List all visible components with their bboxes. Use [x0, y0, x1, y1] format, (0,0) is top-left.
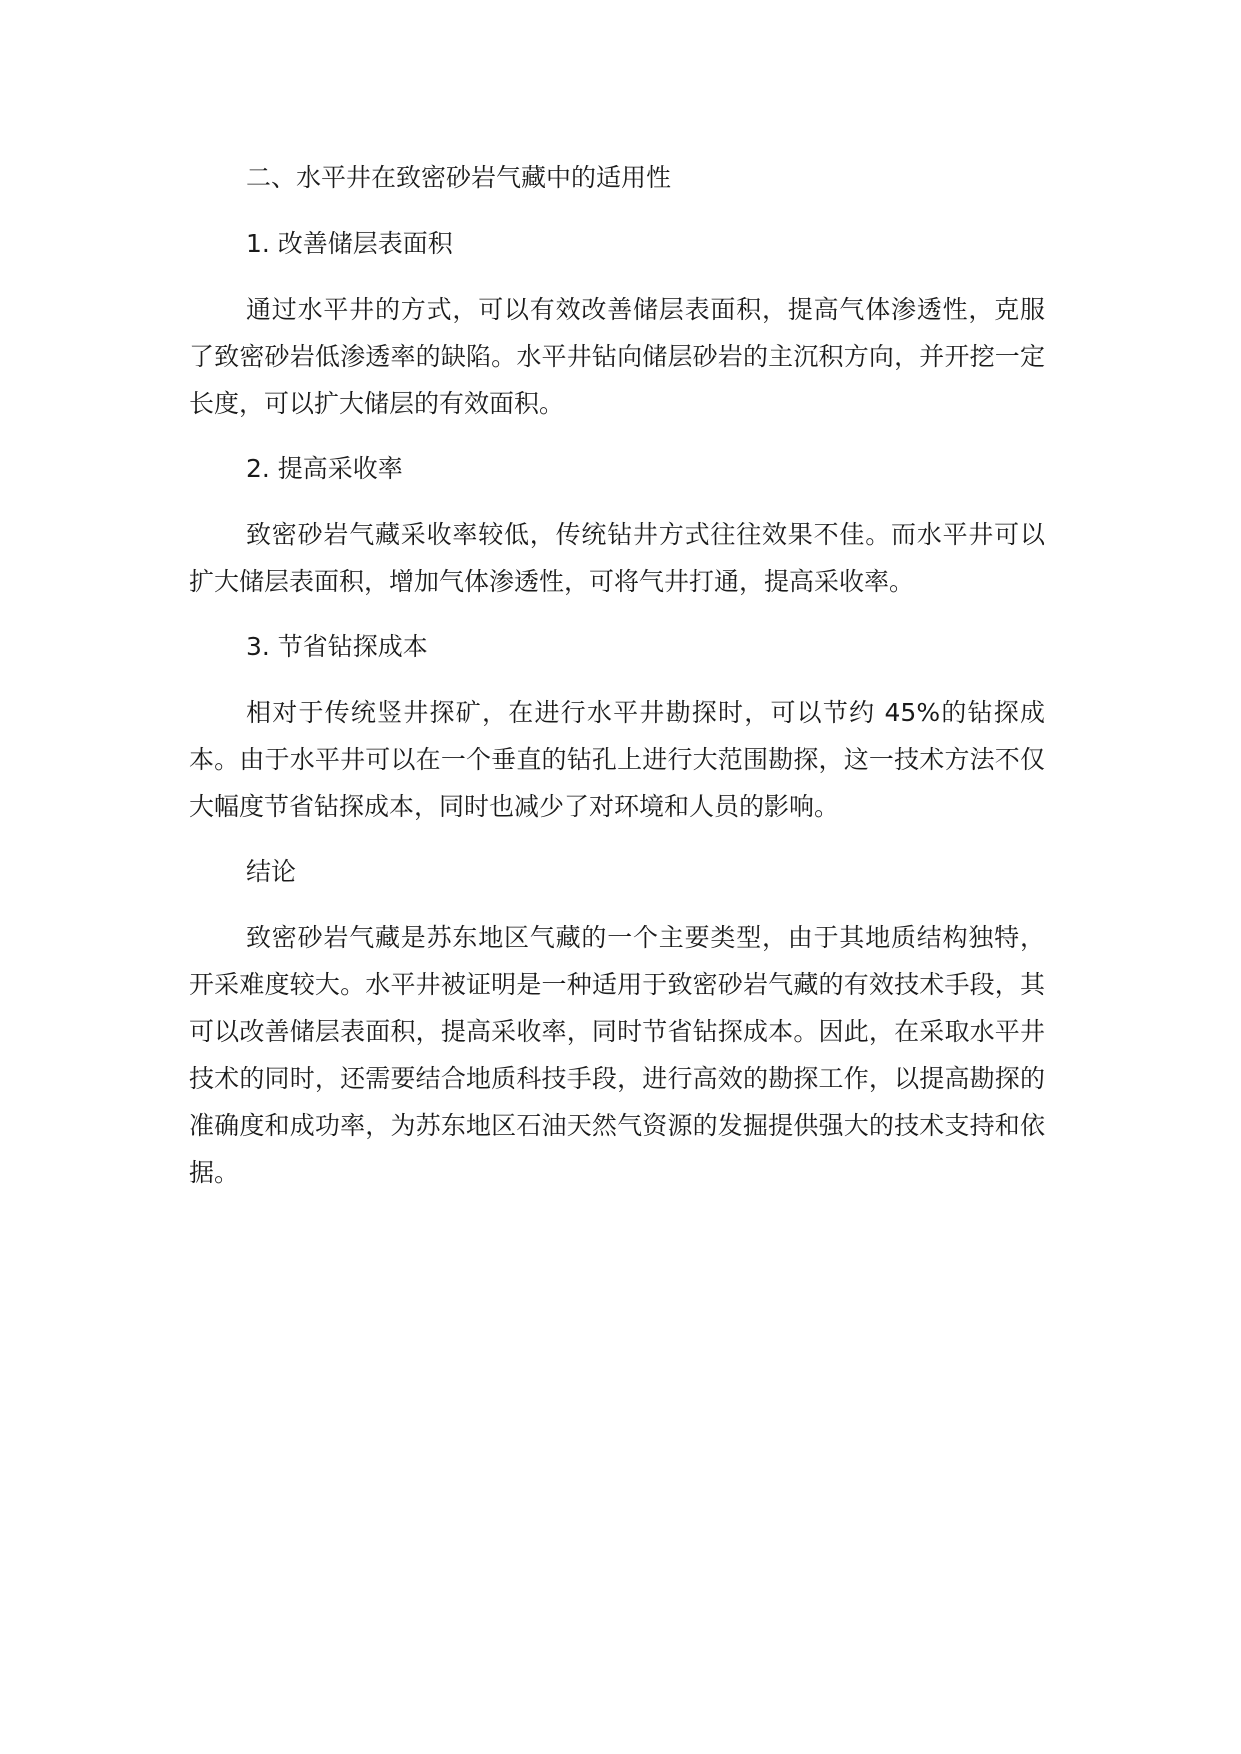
conclusion-heading: 结论: [246, 857, 297, 886]
paragraph-1: 通过水平井的方式，可以有效改善储层表面积，提高气体渗透性，克服了致密砂岩低渗透率的缺陷。水平井钻向储层砂岩的主沉积方向，并开挖一定长度，可以扩大储层的有效面积。: [189, 295, 1045, 418]
paragraph-2: 致密砂岩气藏采收率较低，传统钻井方式往往效果不佳。而水平井可以扩大储层表面积，增加气体渗透性，可将气井打通，提高采收率。: [189, 520, 1045, 596]
subheading-3: 3. 节省钻探成本: [246, 632, 428, 661]
conclusion-paragraph: 致密砂岩气藏是苏东地区气藏的一个主要类型，由于其地质结构独特，开采难度较大。水平井被证明是一种适用于致密砂岩气藏的有效技术手段，其可以改善储层表面积，提高采收率，同时节省钻探成本。因此，在采取水平井技术的同时，还需要结合地质科技手段，进行高效的勘探工作，以提高勘探的准确度和成功率，为苏东地区石油天然气资源的发掘提供强大的技术支持和依据。: [189, 923, 1045, 1187]
document-body: [189, 154, 1045, 1214]
section-heading: 二、水平井在致密砂岩气藏中的适用性: [246, 163, 672, 192]
subheading-1: 1. 改善储层表面积: [246, 229, 453, 258]
subheading-2: 2. 提高采收率: [246, 454, 403, 483]
paragraph-3: 相对于传统竖井探矿，在进行水平井勘探时，可以节约 45%的钻探成本。由于水平井可以在一个垂直的钻孔上进行大范围勘探，这一技术方法不仅大幅度节省钻探成本，同时也减少了对环境和人员的影响。: [189, 698, 1045, 821]
